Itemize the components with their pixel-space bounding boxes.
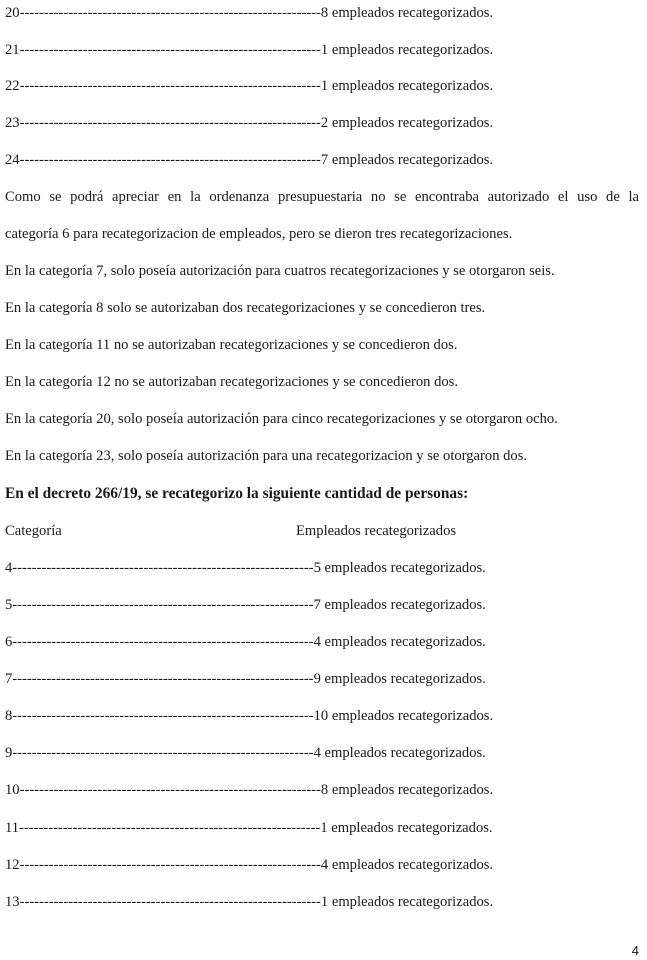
category-row: 20--------------------------------------------------------------8 empleados recategorizados. [5,5,494,21]
statement-line: En la categoría 11 no se autorizaban recategorizaciones y se concedieron dos. [5,337,458,353]
paragraph-line: categoría 6 para recategorizacion de empleados, pero se dieron tres recategorizaciones. [5,226,513,242]
category-row: 13--------------------------------------------------------------1 empleados recategorizados. [5,894,494,910]
category-row: 11--------------------------------------------------------------1 empleados recategorizados. [5,820,493,836]
category-row: 5--------------------------------------------------------------7 empleados recategorizados. [5,597,486,613]
paragraph-line: Como se podrá apreciar en la ordenanza presupuestaria no se encontraba autorizado el uso de la [5,189,639,205]
category-row: 6--------------------------------------------------------------4 empleados recategorizados. [5,634,486,650]
statement-line: En la categoría 12 no se autorizaban recategorizaciones y se concedieron dos. [5,374,459,390]
column-header-category: Categoría [5,523,62,539]
category-row: 21--------------------------------------------------------------1 empleados recategorizados. [5,42,494,58]
category-row: 12--------------------------------------------------------------4 empleados recategorizados. [5,857,494,873]
category-row: 4--------------------------------------------------------------5 empleados recategorizados. [5,560,486,576]
category-row: 23--------------------------------------------------------------2 empleados recategorizados. [5,115,494,131]
statement-line: En la categoría 23, solo poseía autorización para una recategorizacion y se otorgaron dos. [5,448,528,464]
statement-line: En la categoría 20, solo poseía autorización para cinco recategorizaciones y se otorgaron ocho. [5,411,558,427]
section-heading: En el decreto 266/19, se recategorizo la siguiente cantidad de personas: [5,485,469,502]
statement-line: En la categoría 7, solo poseía autorización para cuatros recategorizaciones y se otorgaron seis. [5,263,555,279]
category-row: 10--------------------------------------------------------------8 empleados recategorizados. [5,782,494,798]
category-row: 7--------------------------------------------------------------9 empleados recategorizados. [5,671,486,687]
column-header-employees: Empleados recategorizados [296,523,457,539]
page-number: 4 [631,943,639,958]
category-row: 22--------------------------------------------------------------1 empleados recategorizados. [5,78,494,94]
category-row: 24--------------------------------------------------------------7 empleados recategorizados. [5,152,494,168]
statement-line: En la categoría 8 solo se autorizaban dos recategorizaciones y se concedieron tres. [5,300,486,316]
category-row: 8--------------------------------------------------------------10 empleados recategorizados. [5,708,494,724]
category-row: 9--------------------------------------------------------------4 empleados recategorizados. [5,745,486,761]
